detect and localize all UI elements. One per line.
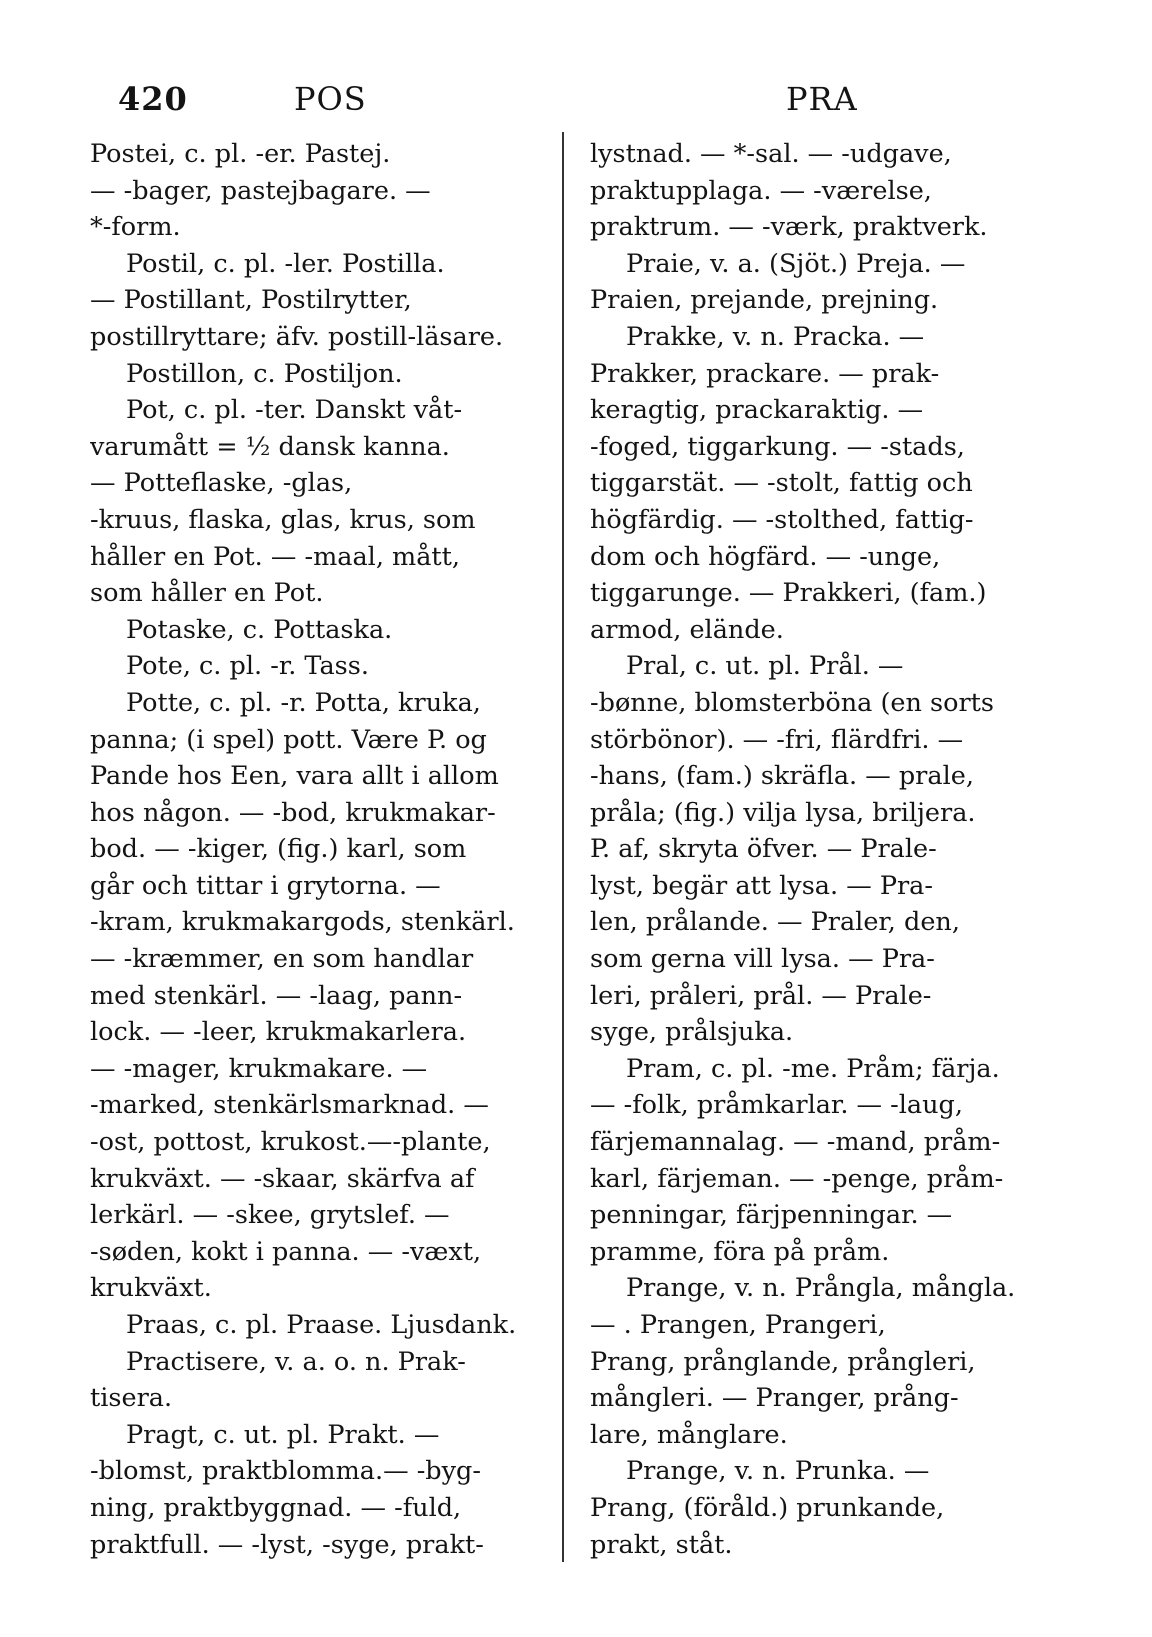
text-line: Praie, v. a. (Sjöt.) Preja. — [626,248,966,279]
page-number: 420 [118,80,188,118]
text-line: Pragt, c. ut. pl. Prakt. — [126,1419,440,1450]
text-line: lystnad. — *-sal. — -udgave, [590,139,952,169]
text-line: varumått = ½ dansk kanna. [90,431,450,462]
text-line: -kram, krukmakargods, stenkärl. [90,907,515,938]
text-line: Pral, c. ut. pl. Prål. — [626,651,904,682]
text-line: tisera. [90,1383,173,1414]
text-line: armod, elände. [590,614,784,645]
text-line: Prakker, prackare. — prak- [590,358,940,389]
text-line: — -mager, krukmakare. — [90,1053,428,1084]
text-line: lerkärl. — -skee, grytslef. — [90,1200,450,1231]
text-line: krukväxt. — -skaar, skärfva af [90,1163,475,1194]
text-line: — -kræmmer, en som handlar [90,944,474,975]
text-line: Praas, c. pl. Praase. Ljusdank. [126,1310,517,1340]
text-line: praktfull. — -lyst, -syge, prakt- [90,1529,484,1560]
text-line: -kruus, flaska, glas, krus, som [90,504,476,535]
text-line: *-form. [90,212,181,243]
text-line: dom och högfärd. — -unge, [590,541,941,572]
text-line: — -bager, pastejbagare. — [90,175,431,206]
text-line: färjemannalag. — -mand, pråm- [590,1127,1001,1158]
text-line: Postei, c. pl. -er. Pastej. [90,139,391,169]
text-line: tiggarunge. — Prakkeri, (fam.) [590,578,987,609]
text-line: Practisere, v. a. o. n. Prak- [126,1346,466,1377]
text-line: leri, pråleri, prål. — Prale- [590,980,932,1011]
text-line: Prange, v. n. Prångla, mångla. [626,1273,1016,1304]
text-line: som gerna vill lysa. — Pra- [590,944,935,975]
text-line: -marked, stenkärlsmarknad. — [90,1090,489,1121]
text-line: postillryttare; äfv. postill-läsare. [90,321,504,352]
text-line: mångleri. — Pranger, prång- [590,1383,959,1414]
page-header [118,80,1058,130]
text-line: -hans, (fam.) skräfla. — prale, [590,761,974,792]
text-line: P. af, skryta öfver. — Prale- [590,834,937,865]
text-line: lock. — -leer, krukmakarlera. [90,1017,467,1048]
text-line: krukväxt. [90,1273,212,1304]
left-guide-word: POS [294,80,367,118]
text-line: med stenkärl. — -laag, pann- [90,980,463,1011]
text-line: störbönor). — -fri, flärdfri. — [590,724,964,755]
text-line: Prakke, v. n. Pracka. — [626,321,925,352]
text-line: Pande hos Een, vara allt i allom [90,761,499,792]
text-line: karl, färjeman. — -penge, pråm- [590,1163,1004,1194]
text-line: -bønne, blomsterböna (en sorts [590,687,995,718]
text-line: syge, prålsjuka. [590,1017,794,1048]
text-line: går och tittar i grytorna. — [90,870,441,901]
text-line: Potaske, c. Pottaska. [126,614,393,645]
text-line: hos någon. — -bod, krukmakar- [90,797,496,828]
text-line: pramme, föra på pråm. [590,1236,890,1267]
text-line: Potte, c. pl. -r. Potta, kruka, [126,687,481,718]
column-divider [562,132,564,1562]
text-line: -blomst, praktblomma.— -byg- [90,1456,481,1487]
text-line: högfärdig. — -stolthed, fattig- [590,504,974,535]
text-line: len, prålande. — Praler, den, [590,907,960,938]
text-line: håller en Pot. — -maal, mått, [90,541,461,572]
text-line: prakt, ståt. [590,1529,733,1560]
text-line: Pram, c. pl. -me. Pråm; färja. [626,1053,1000,1084]
text-line: Pot, c. pl. -ter. Danskt våt- [126,395,463,426]
text-line: penningar, färjpenningar. — [590,1200,953,1231]
right-column [590,136,1052,1563]
text-line: keragtig, prackaraktig. — [590,395,924,426]
text-line: pråla; (fig.) vilja lysa, briljera. [590,797,976,828]
text-line: lare, månglare. [590,1419,788,1450]
text-line: tiggarstät. — -stolt, fattig och [590,468,973,499]
text-line: lyst, begär att lysa. — Pra- [590,870,933,901]
text-line: praktrum. — -værk, praktverk. [590,212,988,243]
text-line: — . Prangen, Prangeri, [590,1310,886,1340]
right-guide-word: PRA [786,80,858,118]
text-line: Prange, v. n. Prunka. — [626,1456,930,1487]
text-line: — -folk, pråmkarlar. — -laug, [590,1090,963,1121]
text-line: panna; (i spel) pott. Være P. og [90,724,487,755]
text-line: — Postillant, Postilrytter, [90,285,412,316]
text-line: -søden, kokt i panna. — -væxt, [90,1236,482,1267]
text-line: -ost, pottost, krukost.—-plante, [90,1127,491,1158]
text-line: bod. — -kiger, (fig.) karl, som [90,834,467,865]
text-line: — Potteflaske, -glas, [90,468,353,499]
text-line: praktupplaga. — -værelse, [590,175,932,206]
text-line: -foged, tiggarkung. — -stads, [590,431,965,462]
text-line: Postil, c. pl. -ler. Postilla. [126,248,445,279]
text-line: Pote, c. pl. -r. Tass. [126,651,369,682]
text-line: Prang, (föråld.) prunkande, [590,1492,945,1523]
text-line: som håller en Pot. [90,578,324,609]
text-line: Praien, prejande, prejning. [590,285,939,316]
text-line: Prang, prånglande, prångleri, [590,1346,976,1377]
text-line: ning, praktbyggnad. — -fuld, [90,1492,462,1523]
text-line: Postillon, c. Postiljon. [126,358,403,389]
left-column [90,136,552,1563]
